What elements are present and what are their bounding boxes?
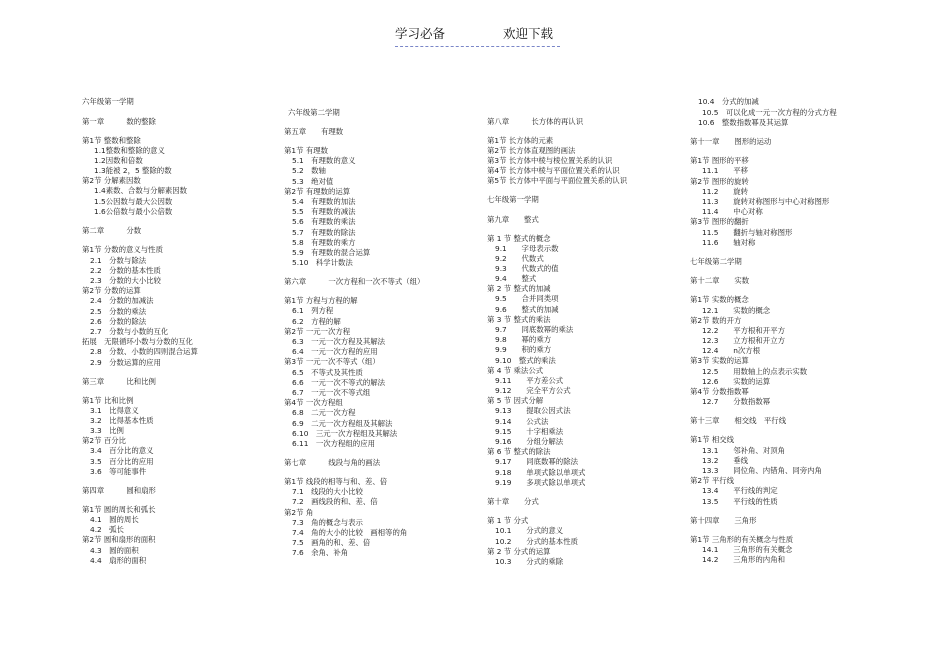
toc-line: 10.6 整数指数幂及其运算 xyxy=(698,118,789,127)
toc-line: 第五章 有理数 xyxy=(284,127,344,136)
toc-line: 9.7 同底数幂的乘法 xyxy=(495,325,574,334)
toc-line: 13.1 邻补角、对顶角 xyxy=(702,446,785,455)
toc-line: 9.19 多项式除以单项式 xyxy=(495,478,586,487)
toc-line: 9.17 同底数幂的除法 xyxy=(495,457,578,466)
toc-line: 9.10 整式的乘法 xyxy=(495,356,556,365)
toc-line: 4.3 圆的面积 xyxy=(90,546,139,555)
toc-line: 第二章 分数 xyxy=(82,226,142,235)
toc-line: 第九章 整式 xyxy=(487,215,539,224)
toc-line: 第1节 实数的概念 xyxy=(690,295,749,304)
toc-line: 10.2 分式的基本性质 xyxy=(495,537,578,546)
toc-line: 6.1 列方程 xyxy=(292,306,334,315)
toc-line: 第2节 圆和扇形的面积 xyxy=(82,535,156,544)
toc-line: 第4节 分数指数幂 xyxy=(690,387,749,396)
toc-line: 第十章 分式 xyxy=(487,497,539,506)
toc-line: 9.2 代数式 xyxy=(495,254,544,263)
toc-line: 5.10 科学计数法 xyxy=(292,258,353,267)
toc-line: 第十四章 三角形 xyxy=(690,516,757,525)
toc-line: 6.6 一元一次不等式的解法 xyxy=(292,378,386,387)
toc-line: 10.3 分式的乘除 xyxy=(495,557,564,566)
toc-line: 5.2 数轴 xyxy=(292,166,326,175)
toc-line: 第2节 长方体直观图的画法 xyxy=(487,146,576,155)
toc-line: 13.5 平行线的性质 xyxy=(702,497,778,506)
toc-line: 5.5 有理数的减法 xyxy=(292,207,356,216)
toc-line: 12.3 立方根和开立方 xyxy=(702,336,785,345)
toc-line: 第2节 角 xyxy=(284,508,314,517)
toc-line: 5.7 有理数的除法 xyxy=(292,228,356,237)
toc-line: 3.2 比得基本性质 xyxy=(90,416,154,425)
toc-line: 六年级第一学期 xyxy=(82,97,134,106)
toc-line: 第3节 图形的翻折 xyxy=(690,217,749,226)
toc-line: 第1节 图形的平移 xyxy=(690,156,749,165)
toc-line: 2.5 分数的乘法 xyxy=(90,307,147,316)
page-header xyxy=(395,26,560,47)
toc-line: 第 2 节 分式的运算 xyxy=(487,547,551,556)
toc-line: 10.4 分式的加减 xyxy=(698,97,759,106)
toc-line: 12.5 用数轴上的点表示实数 xyxy=(702,367,808,376)
toc-line: 2.1 分数与除法 xyxy=(90,256,147,265)
toc-line: 10.1 分式的意义 xyxy=(495,526,564,535)
toc-line: 第三章 比和比例 xyxy=(82,377,156,386)
toc-line: 第1节 有理数 xyxy=(284,146,329,155)
toc-line: 12.1 实数的概念 xyxy=(702,306,771,315)
toc-line: 7.4 角的大小的比较 画相等的角 xyxy=(292,528,408,537)
toc-line: 9.5 合并同类项 xyxy=(495,294,559,303)
toc-line: 七年级第一学期 xyxy=(487,195,539,204)
toc-line: 7.5 画角的和、差、倍 xyxy=(292,538,371,547)
toc-line: 第 1 节 整式的概念 xyxy=(487,234,551,243)
toc-line: 第 4 节 乘法公式 xyxy=(487,366,544,375)
toc-line: 6.8 二元一次方程 xyxy=(292,408,356,417)
toc-line: 9.4 整式 xyxy=(495,274,537,283)
toc-line: 9.12 完全平方公式 xyxy=(495,386,571,395)
toc-line: 第1节 分数的意义与性质 xyxy=(82,245,163,254)
toc-line: 第4节 一次方程组 xyxy=(284,398,343,407)
toc-line: 13.3 同位角、内错角、同旁内角 xyxy=(702,466,822,475)
toc-line: 7.3 角的概念与表示 xyxy=(292,518,363,527)
toc-line: 3.4 百分比的意义 xyxy=(90,446,154,455)
toc-line: 1.1整数和整除的意义 xyxy=(94,146,165,155)
toc-line: 11.4 中心对称 xyxy=(702,207,763,216)
toc-line: 9.9 积的乘方 xyxy=(495,345,552,354)
toc-line: 第2节 平行线 xyxy=(690,476,735,485)
toc-line: 13.2 垂线 xyxy=(702,456,749,465)
toc-line: 14.2 三角形的内角和 xyxy=(702,555,785,564)
toc-line: 6.11 一次方程组的应用 xyxy=(292,439,375,448)
toc-line: 第 1 节 分式 xyxy=(487,516,529,525)
toc-line: 1.5公因数与最大公因数 xyxy=(94,197,173,206)
toc-line: 3.5 百分比的应用 xyxy=(90,457,154,466)
toc-line: 第2节 一元一次方程 xyxy=(284,327,351,336)
toc-line: 6.3 一元一次方程及其解法 xyxy=(292,337,386,346)
toc-line: 第 6 节 整式的除法 xyxy=(487,447,551,456)
toc-line: 2.8 分数、小数的四则混合运算 xyxy=(90,347,198,356)
header-right-text: 欢迎下载 xyxy=(503,26,554,41)
toc-line: 11.2 旋转 xyxy=(702,187,749,196)
toc-line: 7.2 画线段的和、差、倍 xyxy=(292,497,378,506)
toc-line: 9.14 公式法 xyxy=(495,417,549,426)
toc-line: 9.13 提取公因式法 xyxy=(495,406,571,415)
toc-line: 2.3 分数的大小比较 xyxy=(90,276,161,285)
toc-line: 第4节 长方体中棱与平面位置关系的认识 xyxy=(487,166,620,175)
toc-line: 第3节 长方体中棱与棱位置关系的认识 xyxy=(487,156,613,165)
toc-line: 11.1 平移 xyxy=(702,166,749,175)
toc-line: 第七章 线段与角的画法 xyxy=(284,458,381,467)
toc-line: 9.8 幂的乘方 xyxy=(495,335,552,344)
toc-line: 12.6 实数的运算 xyxy=(702,377,771,386)
toc-line: 第十一章 图形的运动 xyxy=(690,137,772,146)
toc-line: 9.6 整式的加减 xyxy=(495,305,559,314)
toc-line: 13.4 平行线的判定 xyxy=(702,486,778,495)
toc-line: 5.1 有理数的意义 xyxy=(292,156,356,165)
toc-line: 14.1 三角形的有关概念 xyxy=(702,545,793,554)
toc-line: 5.3 绝对值 xyxy=(292,177,334,186)
toc-line: 9.11 平方差公式 xyxy=(495,376,564,385)
toc-line: 6.10 三元一次方程组及其解法 xyxy=(292,429,398,438)
toc-line: 9.16 分组分解法 xyxy=(495,437,564,446)
toc-line: 第1节 长方体的元素 xyxy=(487,136,554,145)
toc-line: 第5节 长方体中平面与平面位置关系的认识 xyxy=(487,176,628,185)
toc-line: 第2节 有理数的运算 xyxy=(284,187,351,196)
toc-line: 7.6 余角、补角 xyxy=(292,548,349,557)
toc-line: 11.6 轴对称 xyxy=(702,238,756,247)
toc-line: 第1节 线段的相等与和、差、倍 xyxy=(284,477,388,486)
toc-line: 6.2 方程的解 xyxy=(292,317,341,326)
toc-line: 七年级第二学期 xyxy=(690,257,742,266)
toc-line: 9.3 代数式的值 xyxy=(495,264,559,273)
toc-line: 第1节 三角形的有关概念与性质 xyxy=(690,535,794,544)
toc-line: 1.3能被 2，5 整除的数 xyxy=(94,166,172,175)
toc-line: 第3节 实数的运算 xyxy=(690,356,749,365)
toc-line: 6.9 二元一次方程组及其解法 xyxy=(292,419,393,428)
toc-line: 第1节 整数和整除 xyxy=(82,136,141,145)
toc-line: 7.1 线段的大小比较 xyxy=(292,487,363,496)
toc-line: 3.3 比例 xyxy=(90,426,124,435)
toc-line: 1.4素数、合数与分解素因数 xyxy=(94,186,188,195)
toc-line: 第2节 数的开方 xyxy=(690,316,742,325)
toc-line: 第四章 圆和扇形 xyxy=(82,486,156,495)
toc-line: 11.3 旋转对称图形与中心对称图形 xyxy=(702,197,830,206)
toc-line: 6.5 不等式及其性质 xyxy=(292,368,363,377)
toc-line: 第八章 长方体的再认识 xyxy=(487,117,584,126)
toc-line: 3.1 比得意义 xyxy=(90,406,139,415)
toc-line: 11.5 翻折与轴对称图形 xyxy=(702,228,793,237)
toc-line: 9.15 十字相乘法 xyxy=(495,427,564,436)
toc-line: 第3节 一元一次不等式（组） xyxy=(284,357,380,366)
toc-line: 5.9 有理数的混合运算 xyxy=(292,248,371,257)
toc-line: 2.6 分数的除法 xyxy=(90,317,147,326)
toc-line: 拓展 无限循环小数与分数的互化 xyxy=(82,337,193,346)
toc-line: 第 5 节 因式分解 xyxy=(487,396,544,405)
toc-line: 10.5 可以化成一元一次方程的分式方程 xyxy=(702,108,837,117)
toc-line: 1.2因数和倍数 xyxy=(94,156,143,165)
toc-line: 4.1 圆的周长 xyxy=(90,515,139,524)
toc-line: 六年级第二学期 xyxy=(288,108,340,117)
toc-line: 第1节 比和比例 xyxy=(82,396,134,405)
toc-line: 6.7 一元一次不等式组 xyxy=(292,388,371,397)
toc-line: 2.4 分数的加减法 xyxy=(90,296,154,305)
toc-line: 5.6 有理数的乘法 xyxy=(292,217,356,226)
toc-line: 第一章 数的整除 xyxy=(82,117,156,126)
toc-line: 第六章 一次方程和一次不等式（组） xyxy=(284,277,425,286)
toc-line: 第1节 圆的周长和弧长 xyxy=(82,505,156,514)
toc-line: 第 2 节 整式的加减 xyxy=(487,284,551,293)
toc-line: 2.2 分数的基本性质 xyxy=(90,266,161,275)
toc-line: 第十三章 相交线 平行线 xyxy=(690,416,787,425)
toc-line: 12.2 平方根和开平方 xyxy=(702,326,785,335)
toc-line: 12.7 分数指数幂 xyxy=(702,397,771,406)
toc-line: 第2节 分解素因数 xyxy=(82,176,141,185)
toc-line: 第2节 百分比 xyxy=(82,436,127,445)
toc-line: 第2节 图形的旋转 xyxy=(690,177,749,186)
toc-line: 4.4 扇形的面积 xyxy=(90,556,147,565)
header-left-text: 学习必备 xyxy=(395,26,446,41)
toc-line: 第2节 分数的运算 xyxy=(82,286,141,295)
toc-line: 2.7 分数与小数的互化 xyxy=(90,327,169,336)
toc-line: 9.18 单项式除以单项式 xyxy=(495,468,586,477)
toc-line: 9.1 字母表示数 xyxy=(495,244,559,253)
toc-line: 第十二章 实数 xyxy=(690,276,750,285)
toc-line: 1.6公倍数与最小公倍数 xyxy=(94,207,173,216)
toc-line: 4.2 弧长 xyxy=(90,525,124,534)
toc-line: 第1节 方程与方程的解 xyxy=(284,296,358,305)
toc-line: 第 3 节 整式的乘法 xyxy=(487,315,551,324)
toc-line: 5.4 有理数的加法 xyxy=(292,197,356,206)
toc-line: 5.8 有理数的乘方 xyxy=(292,238,356,247)
toc-line: 12.4 n次方根 xyxy=(702,346,761,355)
toc-line: 3.6 等可能事件 xyxy=(90,467,147,476)
toc-line: 第1节 相交线 xyxy=(690,435,735,444)
toc-line: 2.9 分数运算的应用 xyxy=(90,358,161,367)
toc-line: 6.4 一元一次方程的应用 xyxy=(292,347,378,356)
